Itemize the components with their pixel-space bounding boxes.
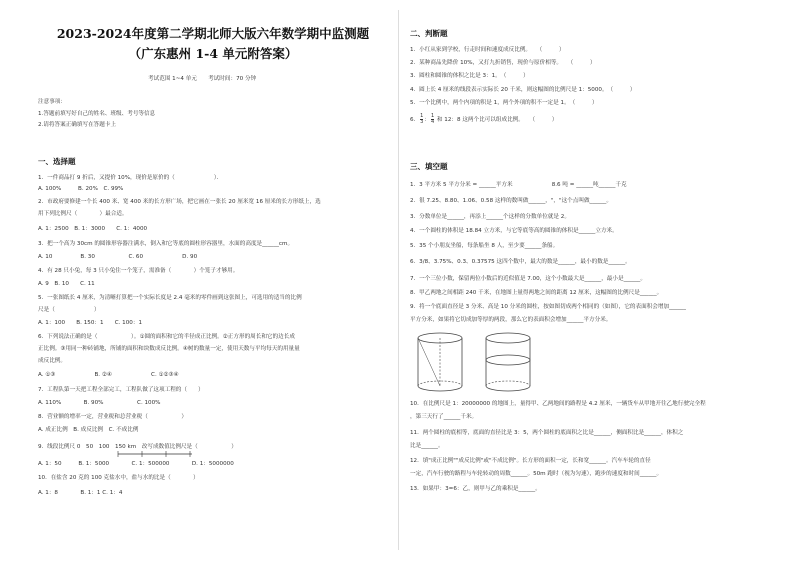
notice-heading: 注意事项： — [38, 99, 66, 105]
question-line: 7．一个三位小数，保留两位小数后的近似值是 7.00，这个小数最大是______，最小是______。 — [410, 276, 646, 282]
notice-item: 2.请将答案正确填写在答题卡上 — [38, 122, 117, 128]
question-line: 一定，汽车行驶的路程与车轮转动的周数______。50m 跑时（视为匀速），跑步的速度和时间______。 — [410, 471, 663, 477]
question-line: 1．小红从家到学校，行走时间和速度成反比例。 （ ） — [410, 47, 565, 53]
option-line: A. 1：50 B. 1：5000 C. 1：500000 D. 1：5000000 — [38, 461, 234, 467]
option-line: A. ①③ B. ②④ C. ①②③④ — [38, 372, 179, 378]
section-heading-judge: 二、判断题 — [410, 29, 448, 38]
question-line: 10．在比例尺是 1：20000000 的地图上，量得甲、乙两地间的路程是 4.2 厘米，一辆货车从甲地开往乙地行驶完全程 — [410, 401, 706, 407]
question-line: 7．工程队第一天把工程全部完工，工程队做了这项工程的（ ） — [38, 387, 204, 393]
option-line: A. 110% B. 90% C. 100% — [38, 400, 161, 406]
question-line: 13．如果甲：3=6：乙，则甲与乙的乘积是______。 — [410, 486, 541, 492]
question-line: 8．营业额的增率一定，营业税和总营业税（ ） — [38, 414, 187, 420]
question-line: 5．一个比例中，两个内项的积是 1，两个外项的积不一定是 1。 （ ） — [410, 100, 598, 106]
question-line: 比是______。 — [410, 443, 444, 449]
notice-item: 1.答题前填写好自己的姓名、班级、考号等信息 — [38, 111, 156, 117]
q6-suffix: 和 12：8 这两个比可以组成比例。 （ ） — [435, 117, 558, 123]
question-line: 1．一件商品打 9 折后，又提价 10%，现价是原价的（ ）． — [38, 175, 223, 181]
question-line: 6．3/8、3.75%、0.3、0.37575 这四个数中，最大的数是______，最小的数是______。 — [410, 259, 631, 265]
fraction: $\frac{1}{4}$ — [430, 113, 435, 125]
question-line: 成反比例。 — [38, 358, 66, 364]
option-line: A. 成正比例 B. 成反比例 C. 不成比例 — [38, 427, 139, 433]
exam-title: 2023-2024年度第二学期北师大版六年数学期中监测题 — [56, 26, 370, 41]
question-line: 10．在盐含 20 克的 100 克盐水中，盐与水的比是（ ） — [38, 475, 199, 481]
question-line: 2．市政府要修建一个长 400 米、宽 400 米的长方形广场，把它画在一张长 20 厘米宽 16 厘米的长方形纸上，选 — [38, 199, 321, 205]
option-line: A. 1：8 B. 1：1 C. 1：4 — [38, 490, 123, 496]
question-line: 尺是（ ） — [38, 307, 100, 313]
question-line-scale: 9．线段比例尺 0 50 100 150 km 改写成数值比例尺是（ ） — [38, 444, 237, 450]
question-line: 平方分米，如果将它切成加等厚的两段，那么它的表面积会增加______平方分米。 — [410, 317, 612, 323]
question-line: 11．两个圆柱的底相等，底面的直径比是 3：5，两个圆柱的底面积之比是______，侧面积比是______，体积之 — [410, 430, 684, 436]
question-line: 3．圆柱和圆锥的体积之比是 3：1。 （ ） — [410, 73, 529, 79]
question-line: 12．填"成正比例""成反比例"或"不成比例"。长方形的面积一定，长和宽______。汽车车轮的直径 — [410, 458, 651, 464]
option-line: A. 1：2500 B. 1：3000 C. 1：4000 — [38, 226, 148, 232]
option-line: A. 10 B. 30 C. 60 D. 90 — [38, 254, 198, 260]
question-line: 4．一个圆柱的体积是 18.84 立方米，与它等底等高的圆锥的体积是______立方米。 — [410, 228, 618, 234]
question-line — [410, 114, 557, 125]
question-line: 2．某种商品先降价 10%，又打九折销售，现价与原价相等。 （ ） — [410, 60, 596, 66]
option-line: A. 9 B. 10 C. 11 — [38, 281, 95, 287]
option-line: A. 100% B. 20% C. 99% — [38, 186, 124, 192]
section-heading-fill: 三、填空题 — [410, 162, 448, 171]
question-line: 8．甲乙两地之间相距 240 千米，在地图上量得两地之间的距离 12 厘米，这幅图的比例尺是______。 — [410, 290, 663, 296]
exam-subtitle: （广东惠州 1-4 单元附答案） — [128, 46, 298, 61]
q6-colon: ： — [424, 117, 430, 123]
question-line: ，第三天行了______千米。 — [410, 414, 478, 420]
column-divider — [398, 10, 399, 550]
question-line: 1．3 平方米 5 平方分米 = ______平方米 8.6 吨 = ______吨______千克 — [410, 182, 627, 188]
question-line: 9．将一个底面直径是 3 分米、高是 10 分米的圆柱，按如图切成两个相同的（如图），它的表面积会增加______ — [410, 304, 686, 310]
question-line: 4．圆上长 4 厘米的线段表示实际长 20 千米，则这幅图的比例尺是 1：5000。 （ ） — [410, 87, 636, 93]
question-line: 5．一张图纸长 4 厘米，为清晰打算把一个实际长度是 2.4 毫米的零件画到这张图上，可选用的适当的比例 — [38, 295, 302, 301]
question-line: 6．下列说法正确的是（ ）。①圆的面积和它的半径成正比例。②正方形的周长和它的边长成 — [38, 334, 295, 340]
option-line: A. 1：100 B. 150：1 C. 100：1 — [38, 320, 143, 326]
fraction: $\frac{1}{3}$ — [420, 113, 424, 125]
question-line: 正比例。③用同一种砖铺地，所铺的面积和块数成反比例。④树的数量一定，使用天数与平均每天的用量量 — [38, 346, 300, 352]
q6-prefix: 6． — [410, 117, 420, 123]
question-line: 4．有 28 只小兔，每 3 只小兔住一个笼子，需准备（ ）个笼子才够用。 — [38, 268, 239, 274]
question-line: 2．很 7.25、8.80、1.06、0.58 这样的数叫做______，"，"这个点叫做______。 — [410, 198, 612, 204]
section-heading-choice: 一、选择题 — [38, 157, 76, 166]
cylinder-figure-icon — [412, 330, 552, 396]
question-line: 5．35 个小朋友坐船，每条船坐 8 人，至少要______条船。 — [410, 243, 559, 249]
question-line: 用下列比例尺（ ）最合适。 — [38, 211, 128, 217]
scale-bar-icon — [116, 451, 196, 457]
exam-info: 考试范围 1~4 单元 考试时间：70 分钟 — [148, 76, 257, 82]
question-line: 3．把一个高为 30cm 的圆锥形容器注满水，倒入和它等底的圆柱形容器里，水面的高度是______cm。 — [38, 241, 294, 247]
question-line: 3．分数单位是______，再添上______个这样的分数单位就是 2。 — [410, 214, 570, 220]
